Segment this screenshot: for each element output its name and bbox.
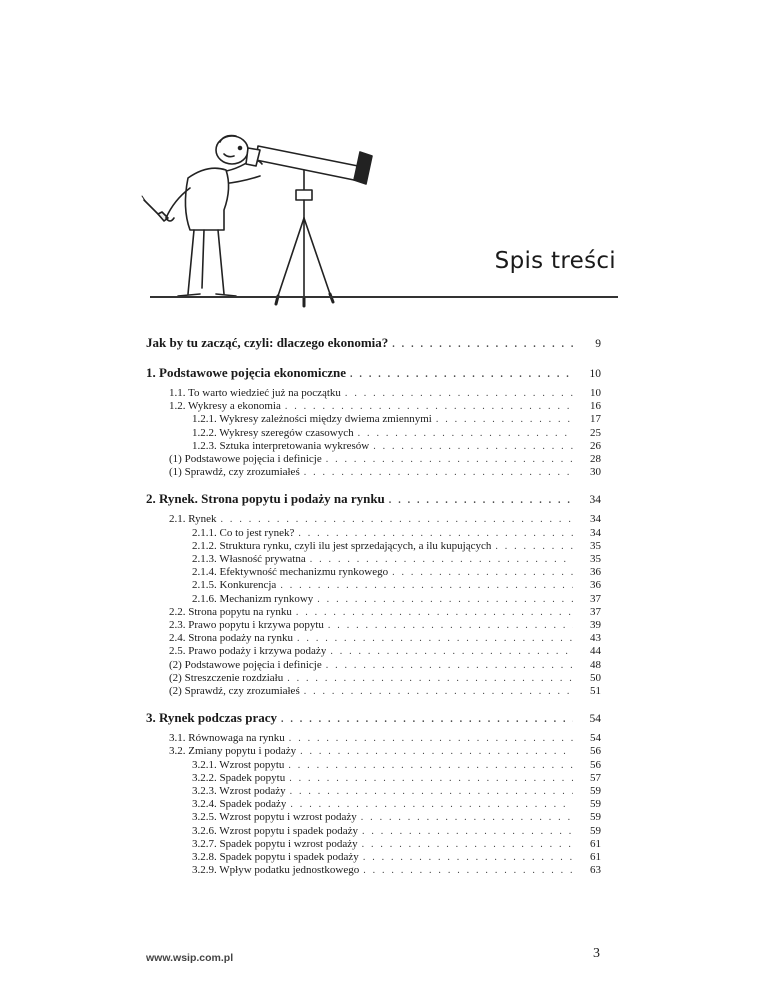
toc-section	[146, 491, 601, 698]
toc-entry-page: 34	[590, 513, 601, 526]
toc-entry-label: 2.1.5. Konkurencja	[192, 579, 277, 592]
dot-leader	[297, 632, 573, 645]
dot-leader	[317, 593, 573, 606]
toc-entry[interactable]	[146, 513, 601, 526]
toc-entry-page: 39	[590, 619, 601, 632]
toc-entry-label: 2.1.6. Mechanizm rynkowy	[192, 592, 314, 605]
toc-entry-label: 3.1. Równowaga na rynku	[169, 732, 285, 745]
toc-entry[interactable]	[146, 579, 601, 592]
toc-entry-label: (2) Sprawdź, czy zrozumiałeś	[169, 685, 300, 698]
dot-leader	[392, 566, 573, 579]
dot-leader	[358, 427, 573, 440]
toc-entry-label: (1) Podstawowe pojęcia i definicje	[169, 453, 322, 466]
toc-entry-label: 2.1.3. Własność prywatna	[192, 553, 306, 566]
dot-leader	[328, 619, 573, 632]
toc-entry[interactable]	[146, 606, 601, 619]
toc-section	[146, 335, 601, 353]
toc-entry-label: 3.2. Zmiany popytu i podaży	[169, 745, 297, 758]
dot-leader	[281, 712, 573, 728]
toc-entry[interactable]	[146, 798, 601, 811]
toc-entry-label: 2.5. Prawo podaży i krzywa podaży	[169, 645, 327, 658]
toc-entry-label: 1. Podstawowe pojęcia ekonomiczne	[146, 365, 347, 380]
toc-entry-label: 2.1.2. Struktura rynku, czyli ilu jest sprzedających, a ilu kupujących	[192, 539, 492, 552]
dot-leader	[304, 466, 573, 479]
toc-entry-label: 1.2.3. Sztuka interpretowania wykresów	[192, 439, 370, 452]
dot-leader	[389, 493, 573, 509]
toc-entry-page: 59	[590, 798, 601, 811]
dot-leader	[304, 685, 573, 698]
toc-entry-page: 59	[590, 811, 601, 824]
toc-entry-label: 2.1.4. Efektywność mechanizmu rynkowego	[192, 566, 389, 579]
toc-entry[interactable]	[146, 745, 601, 758]
toc-entry[interactable]	[146, 466, 601, 479]
dot-leader	[373, 440, 573, 453]
toc-entry-label: (2) Podstawowe pojęcia i definicje	[169, 658, 322, 671]
dot-leader	[326, 659, 573, 672]
toc-section	[146, 710, 601, 877]
toc-entry-label: 3.2.3. Wzrost podaży	[192, 785, 286, 798]
toc-entry-label: 2. Rynek. Strona popytu i podaży na rynku	[146, 491, 385, 507]
toc-entry-label: 3.2.1. Wzrost popytu	[192, 758, 285, 771]
toc-entry[interactable]	[146, 732, 601, 745]
table-of-contents	[146, 335, 601, 890]
toc-entry-label: 2.4. Strona podaży na rynku	[169, 632, 294, 645]
toc-entry-label: 3.2.9. Wpływ podatku jednostkowego	[192, 864, 360, 877]
toc-entry[interactable]	[146, 672, 601, 685]
toc-entry[interactable]	[146, 785, 601, 798]
toc-entry-page: 63	[590, 864, 601, 877]
toc-entry[interactable]	[146, 453, 601, 466]
toc-entry-label: 3.2.8. Spadek popytu i spadek podaży	[192, 851, 359, 864]
dot-leader	[300, 745, 573, 758]
toc-entry-label: 3.2.4. Spadek podaży	[192, 798, 287, 811]
toc-entry[interactable]	[146, 440, 601, 453]
toc-entry[interactable]	[146, 759, 601, 772]
toc-entry[interactable]	[146, 427, 601, 440]
dot-leader	[221, 513, 573, 526]
dot-leader	[330, 645, 573, 658]
toc-entry-page: 51	[590, 685, 601, 698]
toc-entry-label: Jak by tu zacząć, czyli: dlaczego ekonomia?	[146, 335, 389, 350]
toc-entry-label: 1.2. Wykresy a ekonomia	[169, 400, 281, 413]
toc-entry-label: 3. Rynek podczas pracy	[146, 710, 277, 726]
toc-entry[interactable]	[146, 685, 601, 698]
toc-entry-page: 26	[590, 439, 601, 452]
toc-entry[interactable]	[146, 838, 601, 851]
dot-leader	[495, 540, 573, 553]
toc-entry[interactable]	[146, 811, 601, 824]
toc-entry-page: 61	[590, 837, 601, 850]
dot-leader	[345, 387, 573, 400]
toc-entry-label: 2.1. Rynek	[169, 513, 217, 526]
toc-entry-page: 56	[590, 745, 601, 758]
dot-leader	[363, 864, 573, 877]
toc-entry-page: 10	[590, 387, 601, 399]
toc-entry-page: 56	[590, 758, 601, 771]
dot-leader	[350, 367, 573, 383]
toc-entry[interactable]	[146, 540, 601, 553]
toc-entry-label: 3.2.7. Spadek popytu i wzrost podaży	[192, 837, 358, 850]
toc-entry-label: 2.1.1. Co to jest rynek?	[192, 526, 295, 539]
toc-entry[interactable]	[146, 825, 601, 838]
toc-entry-label: (2) Streszczenie rozdziału	[169, 671, 284, 684]
dot-leader	[361, 811, 573, 824]
toc-entry-page: 35	[590, 553, 601, 566]
toc-entry-label: 1.2.2. Wykresy szeregów czasowych	[192, 426, 354, 439]
heading-divider	[150, 296, 618, 298]
toc-entry[interactable]	[146, 864, 601, 877]
page-heading: Spis treści	[494, 248, 616, 274]
man-with-telescope-illustration	[128, 118, 648, 308]
toc-entry[interactable]	[146, 593, 601, 606]
toc-entry[interactable]	[146, 413, 601, 426]
toc-entry-page: 36	[590, 566, 601, 579]
toc-entry[interactable]	[146, 851, 601, 864]
toc-entry-page: 50	[590, 671, 601, 684]
toc-entry-label: 2.2. Strona popytu na rynku	[169, 605, 292, 618]
toc-entry[interactable]	[146, 632, 601, 645]
toc-entry-label: 1.2.1. Wykresy zależności między dwiema zmiennymi	[192, 413, 432, 426]
toc-chapter-entry[interactable]	[146, 335, 601, 353]
dot-leader	[288, 759, 573, 772]
toc-entry-page: 28	[590, 453, 601, 466]
toc-section	[146, 365, 601, 479]
dot-leader	[363, 851, 573, 864]
toc-chapter-entry[interactable]	[146, 710, 601, 728]
toc-entry-page: 48	[590, 658, 601, 671]
toc-entry-label: 3.2.6. Wzrost popytu i spadek podaży	[192, 824, 358, 837]
dot-leader	[285, 400, 573, 413]
toc-entry-page: 44	[590, 645, 601, 658]
dot-leader	[392, 337, 573, 353]
toc-entry-page: 54	[590, 732, 601, 745]
dot-leader	[290, 785, 573, 798]
toc-entry-page: 59	[590, 824, 601, 837]
dot-leader	[326, 453, 573, 466]
toc-entry-page: 37	[590, 605, 601, 618]
toc-entry-page: 25	[590, 426, 601, 439]
toc-entry-label: 2.3. Prawo popytu i krzywa popytu	[169, 619, 324, 632]
dot-leader	[362, 838, 573, 851]
toc-entry[interactable]	[146, 772, 601, 785]
toc-entry-page: 61	[590, 851, 601, 864]
toc-entry-page: 37	[590, 592, 601, 605]
toc-entry-page: 59	[590, 785, 601, 798]
toc-chapter-entry[interactable]	[146, 491, 601, 509]
toc-entry-page: 34	[589, 494, 601, 507]
dot-leader	[362, 825, 573, 838]
toc-entry-page: 54	[589, 713, 601, 726]
dot-leader	[287, 672, 573, 685]
footer-url[interactable]: www.wsip.com.pl	[146, 952, 234, 964]
toc-entry-label: (1) Sprawdź, czy zrozumiałeś	[169, 466, 300, 479]
toc-entry[interactable]	[146, 619, 601, 632]
toc-entry[interactable]	[146, 387, 601, 400]
dot-leader	[298, 527, 573, 540]
toc-entry[interactable]	[146, 553, 601, 566]
toc-entry[interactable]	[146, 645, 601, 658]
toc-entry-page: 57	[590, 771, 601, 784]
dot-leader	[310, 553, 573, 566]
dot-leader	[289, 732, 573, 745]
dot-leader	[436, 413, 573, 426]
footer-page-number: 3	[593, 946, 600, 961]
toc-entry-page: 10	[589, 368, 601, 380]
toc-entry-page: 30	[590, 466, 601, 479]
toc-entry-page: 16	[590, 400, 601, 413]
toc-entry[interactable]	[146, 659, 601, 672]
dot-leader	[289, 772, 573, 785]
dot-leader	[296, 606, 573, 619]
toc-entry-page: 35	[590, 539, 601, 552]
dot-leader	[290, 798, 573, 811]
toc-entry[interactable]	[146, 527, 601, 540]
dot-leader	[280, 579, 573, 592]
toc-entry-page: 9	[595, 338, 601, 350]
toc-chapter-entry[interactable]	[146, 365, 601, 383]
toc-entry-page: 43	[590, 632, 601, 645]
toc-entry-label: 3.2.2. Spadek popytu	[192, 771, 286, 784]
toc-entry-label: 1.1. To warto wiedzieć już na początku	[169, 387, 341, 399]
toc-entry-page: 34	[590, 526, 601, 539]
toc-entry[interactable]	[146, 400, 601, 413]
toc-entry-page: 17	[590, 413, 601, 426]
toc-entry[interactable]	[146, 566, 601, 579]
toc-entry-page: 36	[590, 579, 601, 592]
toc-entry-label: 3.2.5. Wzrost popytu i wzrost podaży	[192, 811, 357, 824]
